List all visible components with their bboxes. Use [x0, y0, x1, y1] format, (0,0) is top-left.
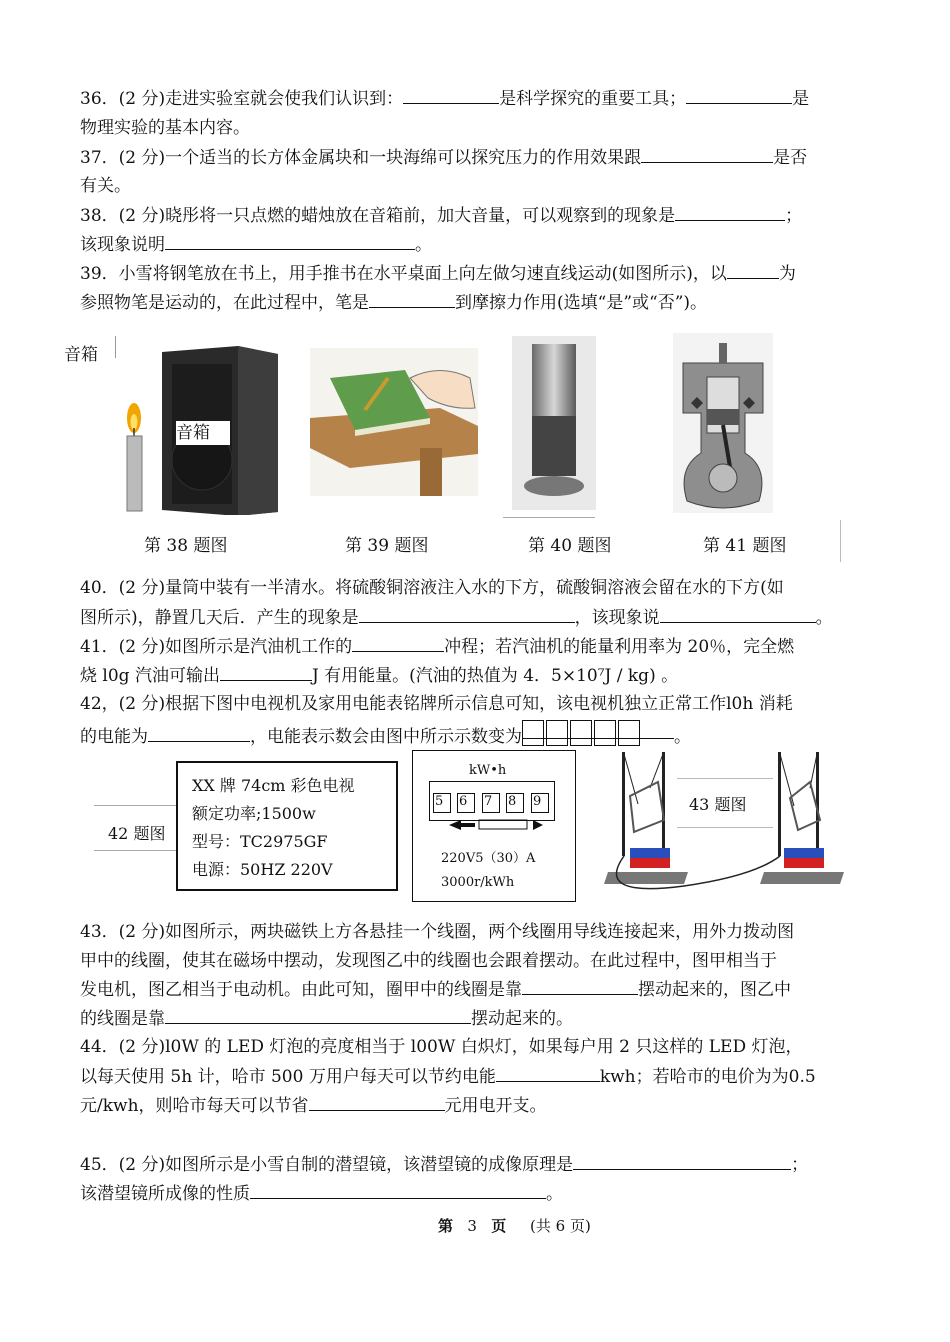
q40-text: ，该现象说 — [574, 608, 660, 628]
fig40-caption: 第 40 题图 — [528, 536, 612, 556]
q44-text: 以每天使用 5h 计，哈市 500 万用户每天可以节约电能 — [80, 1067, 496, 1087]
q37-line2: 有关。 — [80, 176, 131, 196]
candle-icon — [127, 436, 142, 511]
q39-text: 39．小雪将钢笔放在书上，用手推书在水平桌面上向左做匀速直线运动(如图所示)，以 — [80, 264, 727, 284]
footer-text: 页 — [491, 1217, 507, 1235]
q37-line1 — [80, 144, 807, 171]
q45-text: ； — [791, 1155, 809, 1175]
q40-line2 — [80, 604, 833, 631]
q42-text: ，电能表示数会由图中所示示数变为 — [250, 727, 522, 747]
q43-line2: 甲中的线圈，使其在磁场中摆动，发现图乙中的线圈也会跟着摆动。在此过程中，图甲相当于 — [80, 951, 777, 971]
q38-text: 。 — [415, 235, 432, 255]
q38-line1 — [80, 202, 802, 229]
page-number: 3 — [467, 1217, 477, 1235]
q45-text: 。 — [546, 1184, 563, 1204]
meter-digit: 8 — [506, 793, 524, 813]
q43-line3 — [80, 976, 791, 1003]
tv-supply: 电源：50HZ 220V — [192, 860, 333, 879]
q37-blank[interactable] — [641, 144, 773, 163]
fig41-caption: 第 41 题图 — [703, 536, 787, 556]
q45-line2 — [80, 1180, 563, 1207]
q43-blank2[interactable] — [165, 1005, 471, 1024]
q44-blank1[interactable] — [496, 1063, 600, 1082]
tv-brand: XX 牌 74cm 彩色电视 — [192, 776, 355, 795]
q38-text: 该现象说明 — [80, 235, 165, 255]
q39-text: 到摩擦力作用(选填“是”或“否”)。 — [455, 293, 708, 313]
meter-digit: 5 — [433, 793, 451, 813]
pen-book-figure — [310, 348, 478, 496]
q44-line1: 44．(2 分)l0W 的 LED 灯泡的亮度相当于 l00W 白炽灯，如果每户用 2 只这样的 LED 灯泡， — [80, 1037, 803, 1057]
divider — [115, 336, 116, 358]
meter-rating: 220V5（30）A — [441, 851, 536, 866]
q43-text: 的线圈是靠 — [80, 1009, 165, 1029]
q38-blank1[interactable] — [675, 202, 785, 221]
q41-text: 烧 l0g 汽油可输出 — [80, 666, 220, 686]
meter-digit: 7 — [482, 793, 500, 813]
q38-blank2[interactable] — [165, 231, 415, 250]
q38-line2 — [80, 231, 432, 258]
speaker-inner-label: 音箱 — [176, 421, 230, 445]
q45-blank2[interactable] — [250, 1180, 546, 1199]
q43-blank1[interactable] — [522, 976, 638, 995]
page-total: (共 6 页) — [530, 1217, 591, 1235]
divider — [840, 520, 841, 562]
energy-meter — [412, 750, 576, 902]
q45-text: 该潜望镜所成像的性质 — [80, 1184, 250, 1204]
q40-line1: 40．(2 分)量筒中装有一半清水。将硫酸铜溶液注入水的下方，硫酸铜溶液会留在水的下方(如 — [80, 578, 784, 598]
q43-line4 — [80, 1005, 573, 1032]
q36-blank1[interactable] — [403, 85, 499, 104]
q45-line1 — [80, 1151, 808, 1178]
coil-icon — [790, 782, 820, 830]
fig39-caption: 第 39 题图 — [345, 536, 429, 556]
q39-blank2[interactable] — [369, 289, 455, 308]
q42-text: 的电能为 — [80, 727, 148, 747]
q39-text: 参照物笔是运动的，在此过程中，笔是 — [80, 293, 369, 313]
q42-text: 。 — [674, 727, 691, 747]
divider — [94, 805, 176, 806]
q40-blank2[interactable] — [660, 604, 816, 623]
q44-text: kwh；若哈市的电价为为0.5 — [599, 1067, 816, 1087]
q42-line1: 42，(2 分)根据下图中电视机及家用电能表铭牌所示信息可知，该电视机独立正常工作l0h 消耗 — [80, 694, 793, 714]
q36-blank2[interactable] — [686, 85, 792, 104]
coil-icon — [630, 782, 664, 832]
q41-text: 41．(2 分)如图所示是汽油机工作的 — [80, 637, 353, 657]
cylinder-figure — [512, 336, 596, 510]
q41-text: 冲程；若汽油机的能量利用率为 20％，完全燃 — [444, 637, 795, 657]
q43-line1: 43．(2 分)如图所示，两块磁铁上方各悬挂一个线圈，两个线圈用导线连接起来，用外力拨动图 — [80, 922, 795, 942]
page-footer — [438, 1215, 591, 1236]
fig42-caption: 42 题图 — [108, 824, 166, 843]
divider — [94, 850, 176, 851]
q36-line2: 物理实验的基本内容。 — [80, 118, 250, 138]
q42-line2 — [80, 720, 691, 750]
q40-blank1[interactable] — [359, 604, 575, 623]
fig43-caption: 43 题图 — [689, 795, 747, 814]
q39-line1 — [80, 260, 796, 287]
tv-power: 额定功率;1500w — [192, 804, 316, 823]
q38-text: ； — [785, 206, 803, 226]
q39-blank1[interactable] — [727, 260, 779, 279]
q43-text: 发电机，图乙相当于电动机。由此可知，圈甲中的线圈是靠 — [80, 980, 522, 1000]
q36-text: 是科学探究的重要工具； — [499, 89, 687, 109]
q43-text: 摆动起来的。 — [471, 1009, 573, 1029]
q44-line3 — [80, 1092, 547, 1119]
q36-line1 — [80, 85, 809, 112]
q37-text: 37．(2 分)一个适当的长方体金属块和一块海绵可以探究压力的作用效果跟 — [80, 148, 642, 168]
speaker-label: 音箱 — [64, 345, 98, 365]
q36-text: 是 — [792, 89, 810, 109]
engine-figure — [673, 333, 773, 513]
meter-disc-arrow-icon — [449, 817, 549, 833]
q38-text: 38．(2 分)晓彤将一只点燃的蜡烛放在音箱前，加大音量，可以观察到的现象是 — [80, 206, 676, 226]
fig38-caption: 第 38 题图 — [144, 536, 228, 556]
q45-text: 45．(2 分)如图所示是小雪自制的潜望镜，该潜望镜的成像原理是 — [80, 1155, 574, 1175]
q39-line2 — [80, 289, 707, 316]
q42-blank1[interactable] — [148, 723, 250, 742]
q44-blank2[interactable] — [309, 1092, 445, 1111]
q45-blank1[interactable] — [573, 1151, 791, 1170]
tv-nameplate — [176, 761, 398, 891]
q41-text: J 有用能量。(汽油的热值为 4．5×10⁷J / kg) 。 — [311, 666, 679, 686]
q36-text: 36．(2 分)走进实验室就会使我们认识到： — [80, 89, 404, 109]
q37-text: 是否 — [773, 148, 808, 168]
q40-text: 图所示)，静置几天后．产生的现象是 — [80, 608, 359, 628]
meter-digit: 6 — [457, 793, 475, 813]
meter-constant: 3000r/kWh — [441, 875, 515, 890]
magnet-icon — [784, 848, 824, 858]
q44-text: 元用电开支。 — [444, 1096, 547, 1116]
q41-blank2[interactable] — [220, 662, 312, 681]
q41-line2 — [80, 662, 678, 689]
q39-text: 为 — [778, 264, 796, 284]
q43-text: 摆动起来的，图乙中 — [638, 980, 791, 1000]
meter-unit: kW•h — [469, 763, 507, 778]
q41-line1 — [80, 633, 794, 660]
q44-line2 — [80, 1063, 816, 1090]
tv-model: 型号：TC2975GF — [192, 832, 328, 851]
q42-digit-boxes[interactable] — [522, 720, 674, 739]
magnet-icon — [630, 848, 670, 858]
q44-text: 元/kwh，则哈市每天可以节省 — [80, 1096, 309, 1116]
footer-text: 第 — [438, 1217, 454, 1235]
divider — [503, 517, 595, 518]
q40-text: 。 — [815, 608, 833, 628]
meter-digit: 9 — [531, 793, 549, 813]
q41-blank1[interactable] — [352, 633, 444, 652]
